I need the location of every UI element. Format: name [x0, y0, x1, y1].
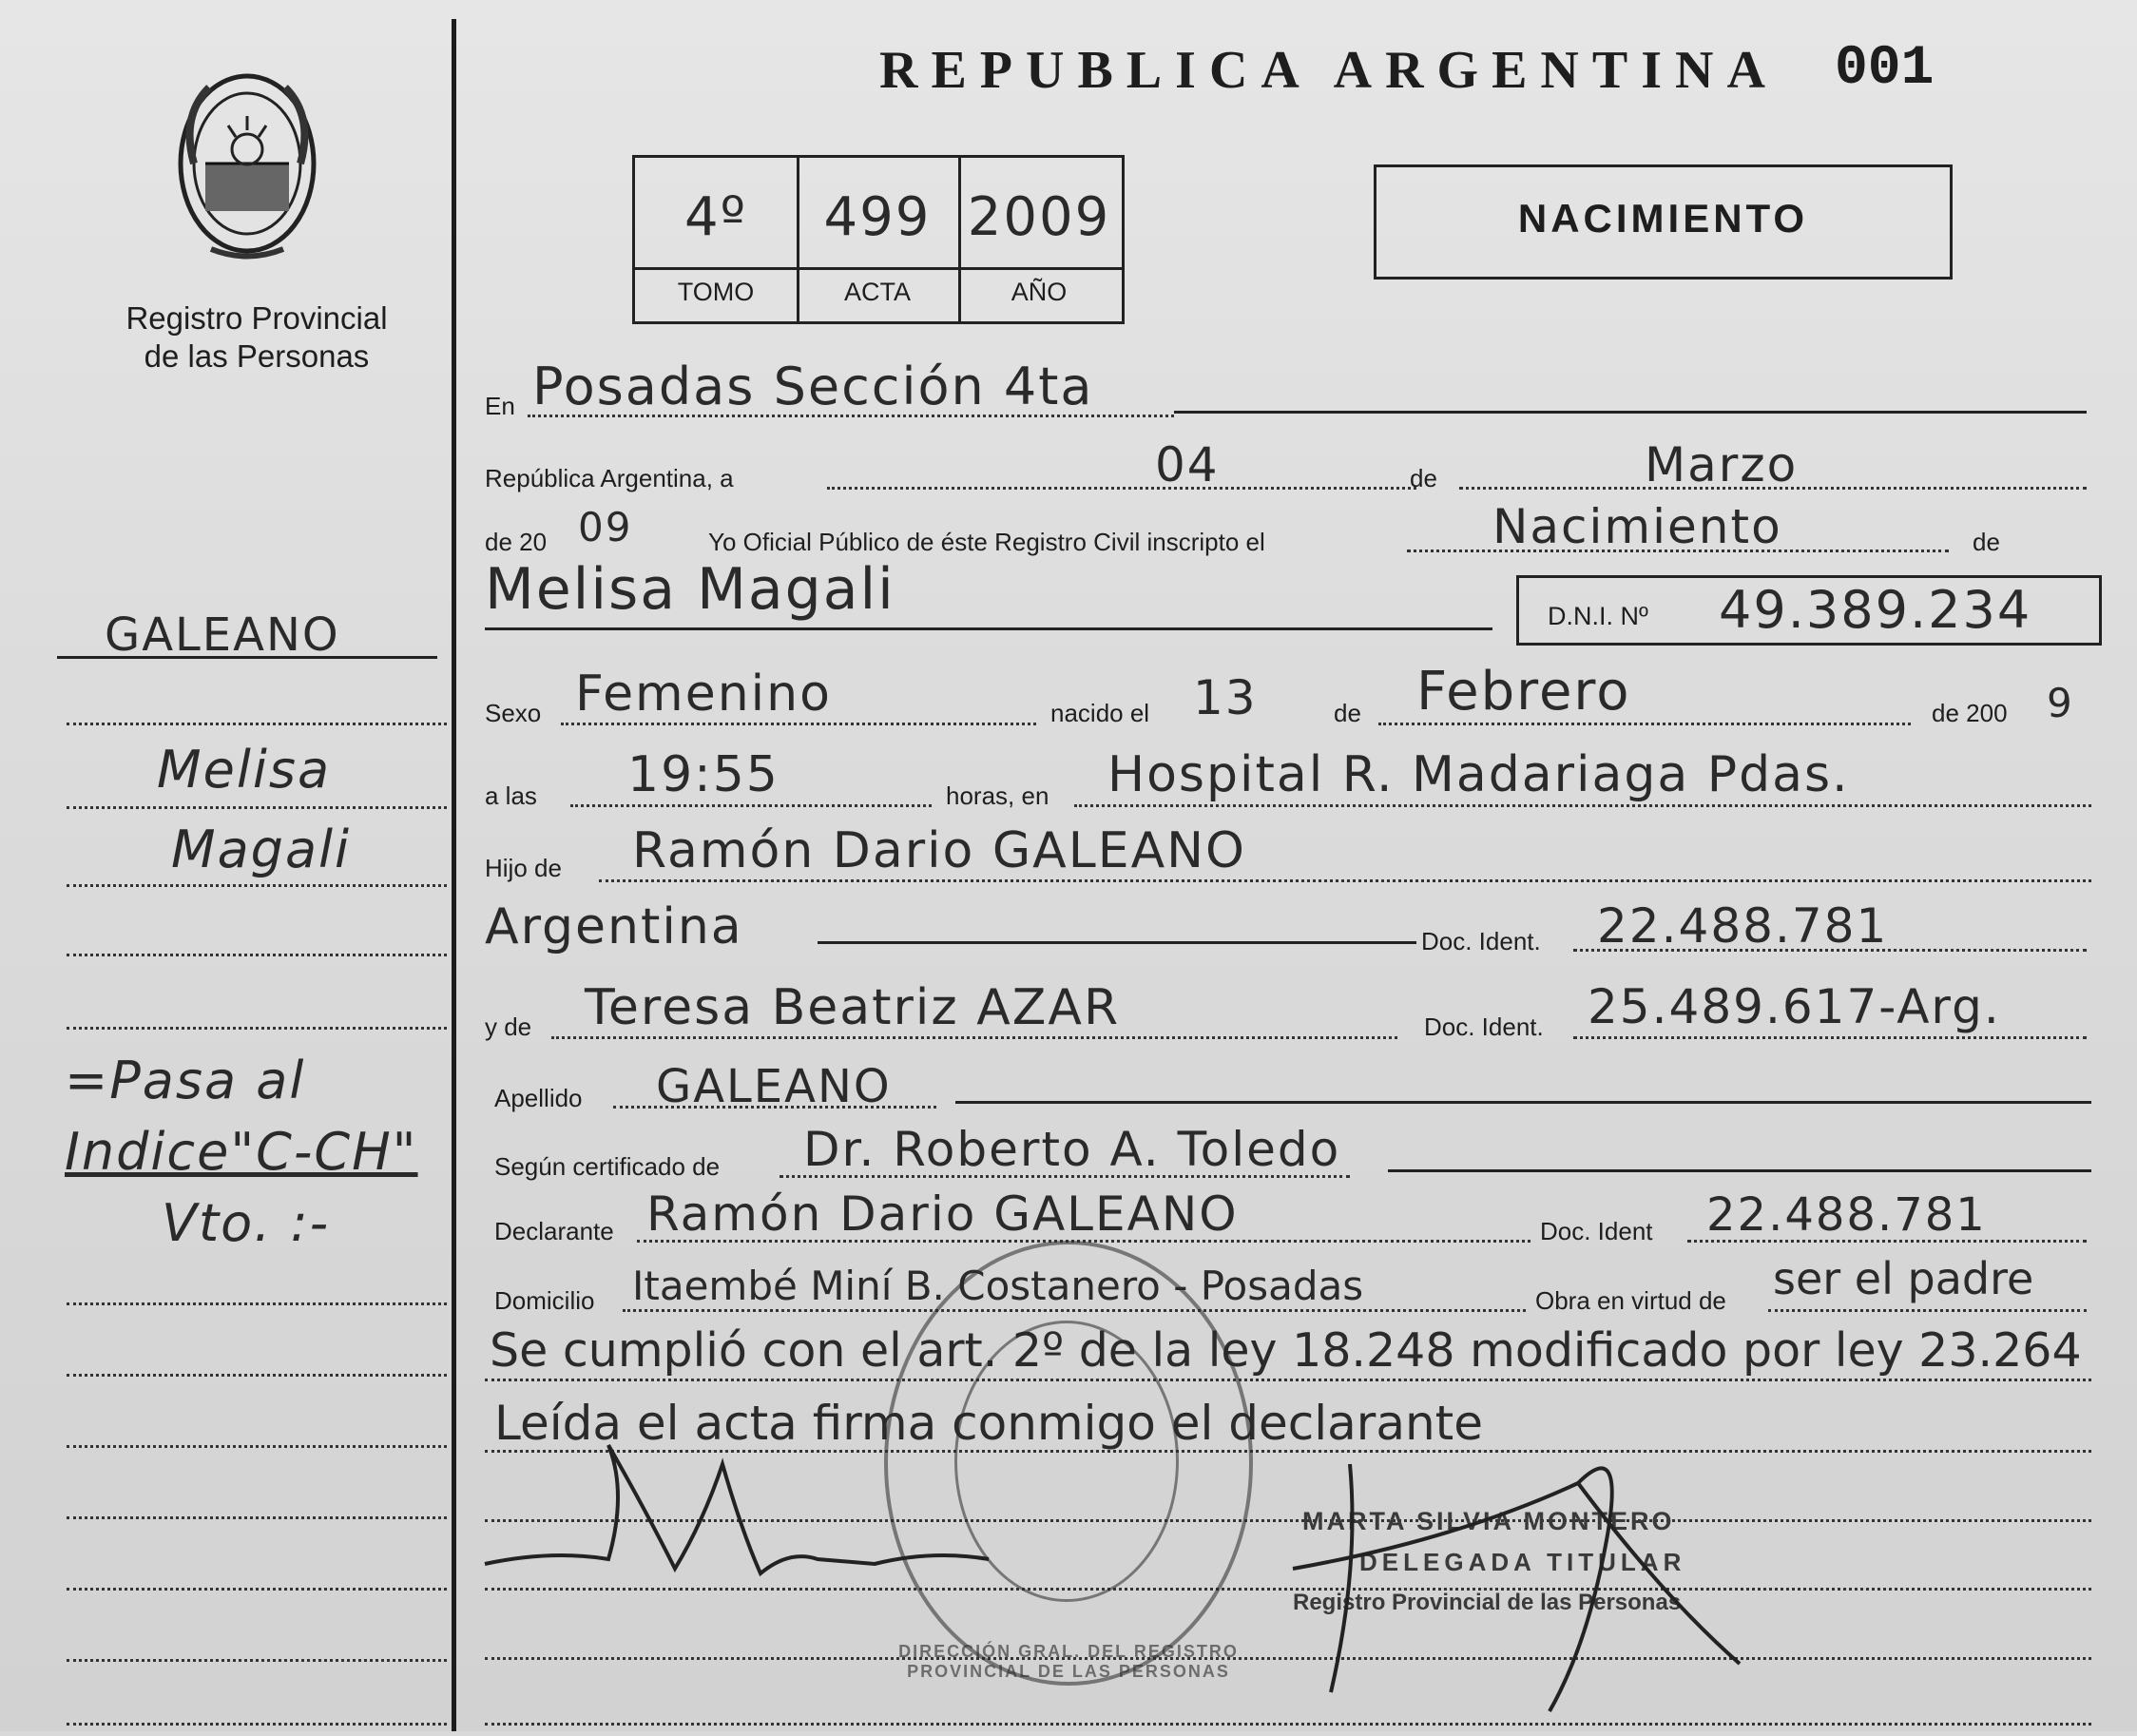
obra-label: Obra en virtud de — [1535, 1286, 1726, 1315]
margin-divider — [452, 19, 456, 1731]
declarante-doc: 22.488.781 — [1706, 1188, 1987, 1242]
declarant-signature — [475, 1407, 1008, 1616]
docid-label: Doc. Ident — [1540, 1217, 1653, 1245]
domicilio-value: Itaembé Miní B. Costanero - Posadas — [632, 1263, 1364, 1309]
anio-label: AÑO — [1011, 278, 1068, 306]
de200-label: de 200 — [1932, 699, 2008, 727]
de-label-3: de — [1334, 699, 1361, 727]
day-value: 04 — [1155, 437, 1220, 492]
padre-doc: 22.488.781 — [1597, 898, 1889, 954]
lugar-value: Hospital R. Madariaga Pdas. — [1107, 746, 1850, 803]
official-signature — [1264, 1426, 1797, 1731]
declarante-value: Ramón Dario GALEANO — [646, 1186, 1239, 1242]
year-suffix: 09 — [578, 504, 633, 550]
medico-value: Dr. Roberto A. Toledo — [803, 1122, 1341, 1177]
padre-nacionalidad: Argentina — [485, 898, 743, 955]
page-title: REPUBLICA ARGENTINA — [879, 41, 1779, 100]
child-name: Melisa Magali — [485, 556, 895, 623]
round-stamp-text: DIRECCIÓN GRAL. DEL REGISTRO PROVINCIAL DE LAS PERSONAS — [898, 1642, 1239, 1681]
apellido-label: Apellido — [494, 1084, 583, 1112]
province-seal — [152, 59, 342, 268]
margin-note2: Indice"C-CH" — [65, 1122, 418, 1182]
en-value: Posadas Sección 4ta — [532, 357, 1094, 416]
certificado-label: Según certificado de — [494, 1152, 721, 1181]
certificate-type: NACIMIENTO — [1517, 196, 1809, 241]
inscripto-value: Nacimiento — [1492, 499, 1782, 554]
dni-box — [1516, 575, 2102, 646]
yde-label: y de — [485, 1013, 532, 1041]
margin-surname: GALEANO — [105, 608, 340, 662]
official-stamp-line1: MARTA SILVIA MONTERO — [1302, 1507, 1675, 1535]
margin-note3: Vto. :- — [162, 1193, 331, 1253]
madre-doc: 25.489.617-Arg. — [1588, 979, 2001, 1034]
certificate-number: 001 — [1835, 38, 1935, 100]
de20-label: de 20 — [485, 528, 548, 556]
acta-label: ACTA — [843, 278, 911, 306]
oficial-label: Yo Oficial Público de éste Registro Civil inscripto el — [708, 528, 1265, 556]
nacido-label: nacido el — [1050, 699, 1150, 727]
tomo-value: 4º — [683, 186, 747, 248]
padre-name: Ramón Dario GALEANO — [632, 822, 1246, 879]
registry-name-line2: de las Personas — [144, 338, 370, 374]
doc-label-1: Doc. Ident. — [1421, 927, 1541, 955]
official-stamp-line3: Registro Provincial de las Personas — [1293, 1590, 1682, 1615]
margin-note1: =Pasa al — [65, 1051, 306, 1110]
observation-1: Se cumplió con el art. 2º de la ley 18.248 modificado por ley 23.264 — [490, 1323, 2082, 1378]
obra-value: ser el padre — [1773, 1253, 2034, 1304]
doc-label-2: Doc. Ident. — [1424, 1013, 1544, 1041]
margin-given1: Melisa — [157, 740, 332, 800]
declarante-label: Declarante — [494, 1217, 614, 1245]
dni-label: D.N.I. Nº — [1548, 602, 1648, 630]
observation-2: Leída el acta firma conmigo el declarante — [494, 1396, 1484, 1451]
birth-year-suffix: 9 — [2047, 680, 2074, 726]
anio-value: 2009 — [967, 186, 1111, 248]
birth-month: Febrero — [1416, 661, 1631, 723]
horas-label: horas, en — [946, 781, 1049, 810]
hora-value: 19:55 — [627, 746, 780, 803]
acta-value: 499 — [823, 186, 932, 248]
de-label-2: de — [1973, 528, 2000, 556]
margin-given2: Magali — [171, 820, 352, 879]
rep-label: República Argentina, a — [485, 464, 734, 492]
domicilio-label: Domicilio — [494, 1286, 595, 1315]
en-label: En — [485, 392, 515, 420]
month-value: Marzo — [1645, 437, 1799, 492]
madre-name: Teresa Beatriz AZAR — [585, 979, 1121, 1036]
dni-value: 49.389.234 — [1719, 580, 2032, 640]
registry-name-line1: Registro Provincial — [125, 300, 388, 336]
sexo-value: Femenino — [575, 665, 832, 723]
de-label-1: de — [1410, 464, 1437, 492]
apellido-value: GALEANO — [656, 1060, 892, 1113]
record-box — [632, 155, 1125, 324]
birth-day: 13 — [1193, 670, 1258, 725]
type-box — [1374, 164, 1953, 280]
sexo-label: Sexo — [485, 699, 542, 727]
tomo-label: TOMO — [677, 278, 755, 306]
official-stamp-line2: DELEGADA TITULAR — [1359, 1548, 1686, 1576]
alas-label: a las — [485, 781, 537, 810]
hijo-label: Hijo de — [485, 854, 562, 882]
